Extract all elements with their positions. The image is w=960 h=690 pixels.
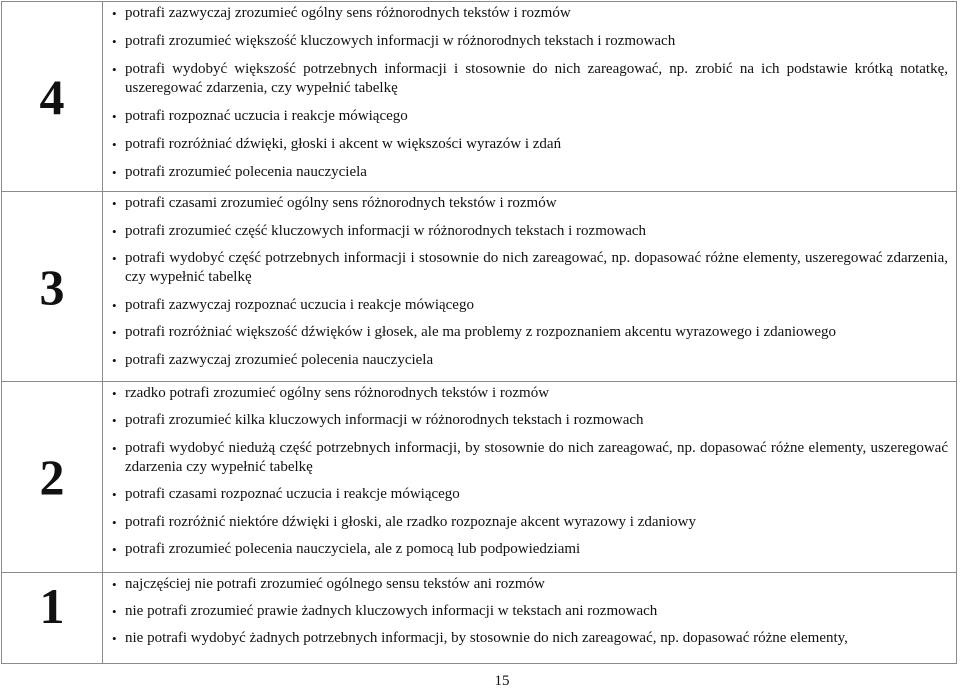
grade-row-1 — [2, 573, 957, 664]
grade-label: 2 — [2, 382, 103, 573]
criterion-item: • potrafi wydobyć część potrzebnych informacji i stosownie do nich zareagować, np. dopasować różne elementy, uszeregować zdarzenia, czy wypełnić tabelkę — [113, 249, 948, 287]
criterion-item: • potrafi zazwyczaj zrozumieć polecenia nauczyciela — [113, 351, 948, 370]
criterion-item: • nie potrafi zrozumieć prawie żadnych kluczowych informacji w tekstach ani rozmowach — [113, 602, 948, 621]
criterion-item: • potrafi zazwyczaj zrozumieć ogólny sens różnorodnych tekstów i rozmów — [113, 4, 948, 23]
criterion-item: • potrafi czasami zrozumieć ogólny sens różnorodnych tekstów i rozmów — [113, 194, 948, 213]
grade-label: 3 — [2, 192, 103, 382]
criterion-item: • rzadko potrafi zrozumieć ogólny sens różnorodnych tekstów i rozmów — [113, 384, 948, 403]
grade-label: 1 — [2, 573, 103, 664]
page-number: 15 — [494, 673, 510, 689]
criterion-item: • potrafi rozpoznać uczucia i reakcje mówiącego — [113, 107, 948, 126]
criterion-item: • potrafi zrozumieć polecenia nauczyciela, ale z pomocą lub podpowiedziami — [113, 540, 948, 559]
criteria-list — [113, 194, 948, 370]
criteria-list — [113, 4, 948, 182]
criterion-item: • nie potrafi wydobyć żadnych potrzebnych informacji, by stosownie do nich zareagować, np. dopasować różne elementy, — [113, 629, 948, 648]
criteria-list — [113, 384, 948, 559]
criteria-cell — [103, 192, 957, 382]
criterion-item: • potrafi czasami rozpoznać uczucia i reakcje mówiącego — [113, 485, 948, 504]
grade-row-3 — [2, 192, 957, 382]
criterion-item: • najczęściej nie potrafi zrozumieć ogólnego sensu tekstów ani rozmów — [113, 575, 948, 594]
criterion-item: • potrafi zrozumieć polecenia nauczyciela — [113, 163, 948, 182]
grade-row-2 — [2, 382, 957, 573]
criteria-cell — [103, 2, 957, 192]
grade-label: 4 — [2, 2, 103, 192]
criterion-item: • potrafi zazwyczaj rozpoznać uczucia i reakcje mówiącego — [113, 296, 948, 315]
criterion-item: • potrafi rozróżnić niektóre dźwięki i głoski, ale rzadko rozpoznaje akcent wyrazowy i zdaniowy — [113, 513, 948, 532]
grading-criteria-table — [1, 1, 957, 664]
criterion-item: • potrafi zrozumieć kilka kluczowych informacji w różnorodnych tekstach i rozmowach — [113, 411, 948, 430]
criterion-item: • potrafi zrozumieć część kluczowych informacji w różnorodnych tekstach i rozmowach — [113, 222, 948, 241]
criterion-item: • potrafi wydobyć niedużą część potrzebnych informacji, by stosownie do nich zareagować, np. dopasować różne elementy, uszeregować zdarzenia czy wypełnić tabelkę — [113, 439, 948, 477]
grade-row-4 — [2, 2, 957, 192]
criteria-list — [113, 575, 948, 648]
criterion-item: • potrafi rozróżniać dźwięki, głoski i akcent w większości wyrazów i zdań — [113, 135, 948, 154]
criteria-cell — [103, 573, 957, 664]
criterion-item: • potrafi zrozumieć większość kluczowych informacji w różnorodnych tekstach i rozmowach — [113, 32, 948, 51]
criterion-item: • potrafi wydobyć większość potrzebnych informacji i stosownie do nich zareagować, np. zrobić na ich podstawie krótką notatkę, uszeregować zdarzenia, czy wypełnić tabelkę — [113, 60, 948, 98]
criterion-item: • potrafi rozróżniać większość dźwięków i głosek, ale ma problemy z rozpoznaniem akcentu wyrazowego i zdaniowego — [113, 323, 948, 342]
criteria-cell — [103, 382, 957, 573]
